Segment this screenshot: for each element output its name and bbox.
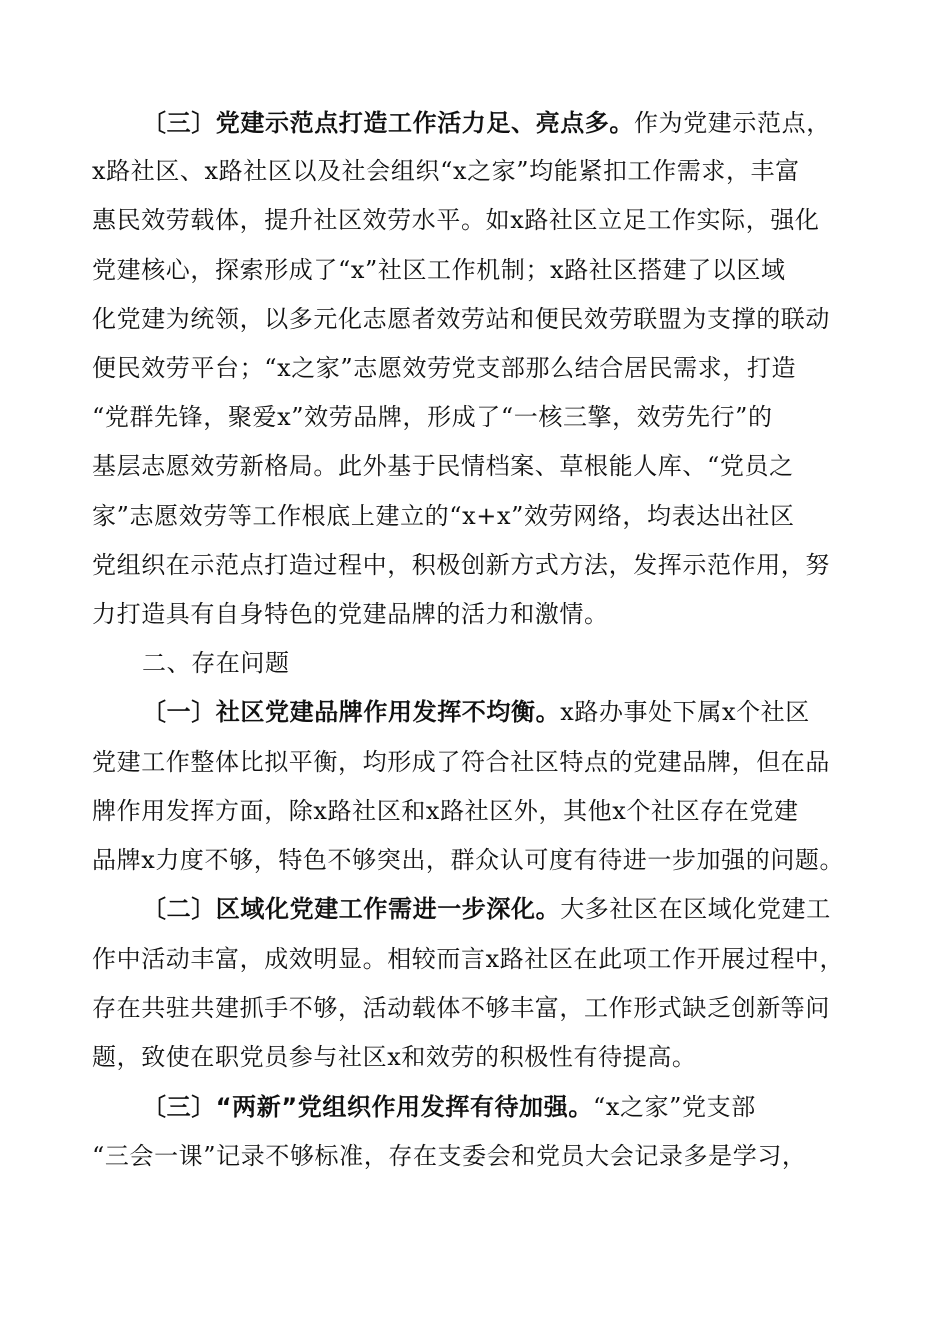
paragraph-1-line: x路社区、x路社区以及社会组织“x之家”均能紧扣工作需求，丰富 <box>92 157 800 185</box>
paragraph-1-line: 党组织在示范点打造过程中，积极创新方式方法，发挥示范作用，努 <box>92 551 830 579</box>
paragraph-1-line: “党群先锋，聚爱x”效劳品牌，形成了“一核三擎，效劳先行”的 <box>92 403 773 431</box>
paragraph-3-first-line <box>142 889 912 929</box>
paragraph-2-first-line <box>142 692 912 732</box>
paragraph-3-text: 大多社区在区域化党建工 <box>560 895 831 923</box>
paragraph-3-line: 存在共驻共建抓手不够，活动载体不够丰富，工作形式缺乏创新等问 <box>92 994 830 1022</box>
paragraph-1-heading: 〔三〕党建示范点打造工作活力足、亮点多。 <box>142 109 634 137</box>
paragraph-1-text: 作为党建示范点， <box>634 109 831 137</box>
paragraph-4-text: “x之家”党支部 <box>592 1093 756 1121</box>
paragraph-1-line: 党建核心，探索形成了“x”社区工作机制；x路社区搭建了以区域 <box>92 256 786 284</box>
paragraph-1-line: 基层志愿效劳新格局。此外基于民情档案、草根能人库、“党员之 <box>92 452 794 480</box>
paragraph-4-line: “三会一课”记录不够标准，存在支委会和党员大会记录多是学习， <box>92 1142 807 1170</box>
paragraph-2-heading: 〔一〕社区党建品牌作用发挥不均衡。 <box>142 698 561 726</box>
paragraph-2-line: 牌作用发挥方面，除x路社区和x路社区外，其他x个社区存在党建 <box>92 797 799 825</box>
paragraph-1-line: 力打造具有自身特色的党建品牌的活力和激情。 <box>92 600 609 628</box>
paragraph-2-line: 党建工作整体比拟平衡，均形成了符合社区特点的党建品牌，但在品 <box>92 748 830 776</box>
paragraph-3-heading: 〔二〕区域化党建工作需进一步深化。 <box>142 895 561 923</box>
paragraph-1-line: 便民效劳平台；“x之家”志愿效劳党支部那么结合居民需求，打造 <box>92 354 797 382</box>
paragraph-2-text: x路办事处下属x个社区 <box>560 698 810 726</box>
paragraph-2-line: 品牌x力度不够，特色不够突出，群众认可度有待进一步加强的问题。 <box>92 846 845 874</box>
paragraph-1-line: 惠民效劳载体，提升社区效劳水平。如x路社区立足工作实际，强化 <box>92 206 820 234</box>
paragraph-3-line: 作中活动丰富，成效明显。相较而言x路社区在此项工作开展过程中， <box>92 945 845 973</box>
paragraph-1-line: 化党建为统领，以多元化志愿者效劳站和便民效劳联盟为支撑的联动 <box>92 305 830 333</box>
paragraph-1-first-line <box>142 103 912 143</box>
paragraph-4-first-line <box>142 1087 912 1127</box>
paragraph-3-line: 题，致使在职党员参与社区x和效劳的积极性有待提高。 <box>92 1043 697 1071</box>
section-heading: 二、存在问题 <box>142 649 290 677</box>
paragraph-4-heading: 〔三〕“两新”党组织作用发挥有待加强。 <box>142 1093 593 1121</box>
paragraph-1-line: 家”志愿效劳等工作根底上建立的“x+x”效劳网络，均表达出社区 <box>92 502 795 530</box>
